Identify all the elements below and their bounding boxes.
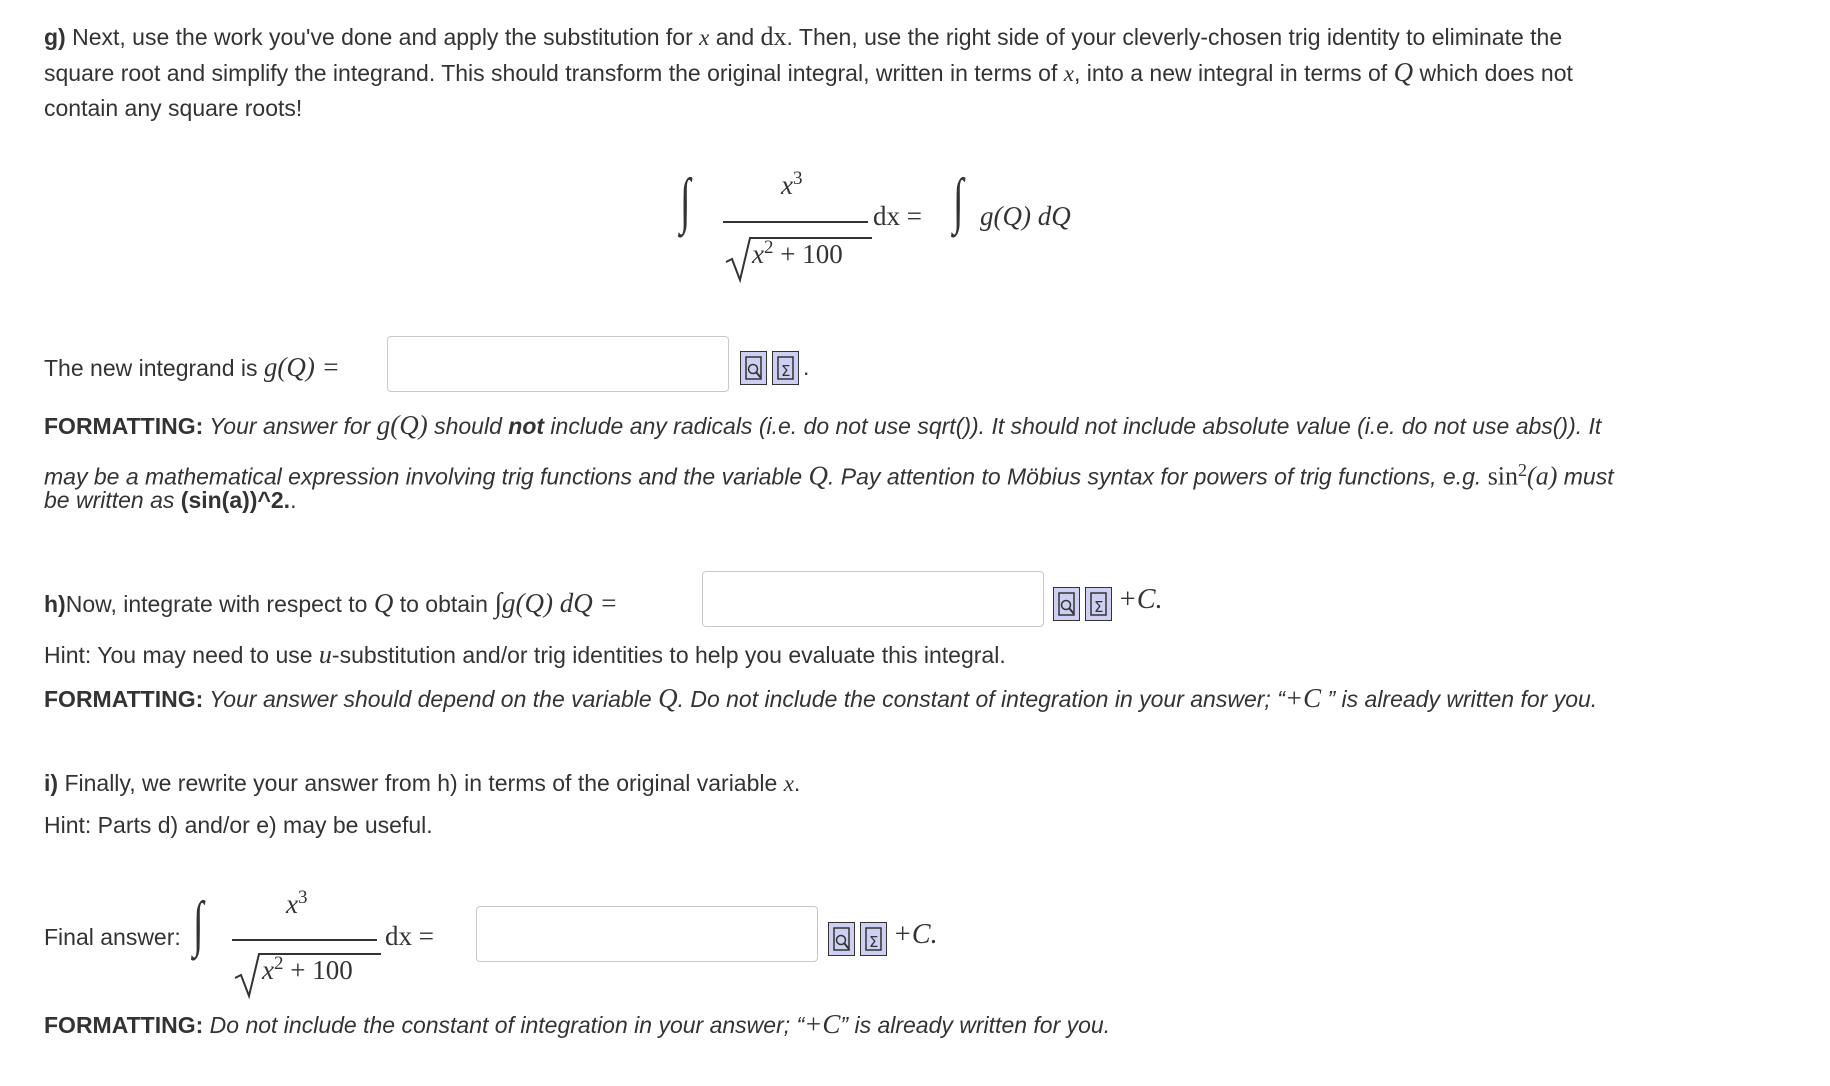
rhs-expression: g(Q) dQ	[980, 201, 1071, 231]
part-i-label: i)	[44, 770, 59, 796]
part-h-preview-button[interactable]	[1053, 587, 1080, 621]
numerator: $x^3$	[286, 887, 308, 919]
dx-equals: dx =	[873, 201, 922, 231]
part-h-equation-editor-button[interactable]	[1085, 587, 1112, 621]
part-g-answer-label: The new integrand is g(Q) =	[44, 352, 340, 382]
svg-text:Σ: Σ	[781, 362, 791, 380]
denominator: $x^2 + 100$	[262, 953, 353, 985]
sigma-icon	[1086, 588, 1113, 622]
sigma-icon	[773, 352, 800, 386]
final-answer-label: Final answer:	[44, 924, 181, 950]
part-g-answer-input[interactable]	[387, 336, 729, 392]
part-g-formatting: FORMATTING: Your answer for g(Q) should not include any radicals (i.e. do not use sqrt()). It should not include absolute value (i.e. do not use abs()). It may be a mathematical expression involving trig functions and the variable Q. Pay attention to Möbius syntax for powers of trig functions, e.g. $\sin^2(a)$ must	[44, 410, 1614, 491]
part-i-answer-input[interactable]	[476, 906, 818, 962]
period: .	[803, 354, 810, 380]
dx-equals: dx =	[385, 921, 434, 951]
part-i-formatting: FORMATTING: Do not include the constant of integration in your answer; “+C” is already written for you.	[44, 1009, 1111, 1039]
sigma-icon	[861, 923, 888, 957]
preview-icon	[741, 352, 768, 386]
svg-text:Σ: Σ	[869, 933, 879, 951]
part-i-prompt: i) Finally, we rewrite your answer from h) in terms of the original variable x.	[44, 770, 801, 796]
part-i-preview-button[interactable]	[828, 922, 855, 956]
part-h-formatting: FORMATTING: Your answer should depend on the variable Q. Do not include the constant of integration in your answer; “+C ” is already written for you.	[44, 683, 1598, 713]
part-g-formatting-line3: be written as (sin(a))^2..	[44, 487, 297, 513]
fraction-bar	[232, 939, 377, 941]
preview-icon	[1054, 588, 1081, 622]
part-g-intro: g) Next, use the work you've done and apply the substitution for x and dx. Then, use the right side of your cleverly-chosen trig identity to eliminate the square root and simplify the integrand. This should transform the original integral, written in terms of x, into a new integral in terms of Q which does not contain any square roots!	[44, 22, 1573, 121]
part-i-plus-c: +C.	[893, 919, 938, 950]
integral-sign-rhs: ∫	[953, 167, 964, 235]
part-g-preview-button[interactable]	[740, 351, 767, 385]
integral-sign: ∫	[680, 167, 691, 235]
part-g-equation-editor-button[interactable]	[772, 351, 799, 385]
part-h-label: h)	[44, 591, 66, 617]
part-h-answer-input[interactable]	[702, 571, 1044, 627]
fraction-bar	[723, 221, 868, 223]
part-i-hint: Hint: Parts d) and/or e) may be useful.	[44, 812, 433, 838]
part-h-hint: Hint: You may need to use u-substitution and/or trig identities to help you evaluate this integral.	[44, 640, 1006, 669]
svg-text:Σ: Σ	[1094, 598, 1104, 616]
denominator: $x^2 + 100$	[752, 237, 843, 269]
preview-icon	[829, 923, 856, 957]
part-g-label: g)	[44, 24, 66, 50]
part-i-equation-editor-button[interactable]	[860, 922, 887, 956]
part-h-prompt: h)Now, integrate with respect to Q to obtain ∫g(Q) dQ =	[44, 588, 618, 619]
part-h-plus-c: +C.	[1118, 584, 1163, 615]
integral-sign: ∫	[193, 890, 204, 958]
numerator: $x^3$	[781, 168, 803, 200]
